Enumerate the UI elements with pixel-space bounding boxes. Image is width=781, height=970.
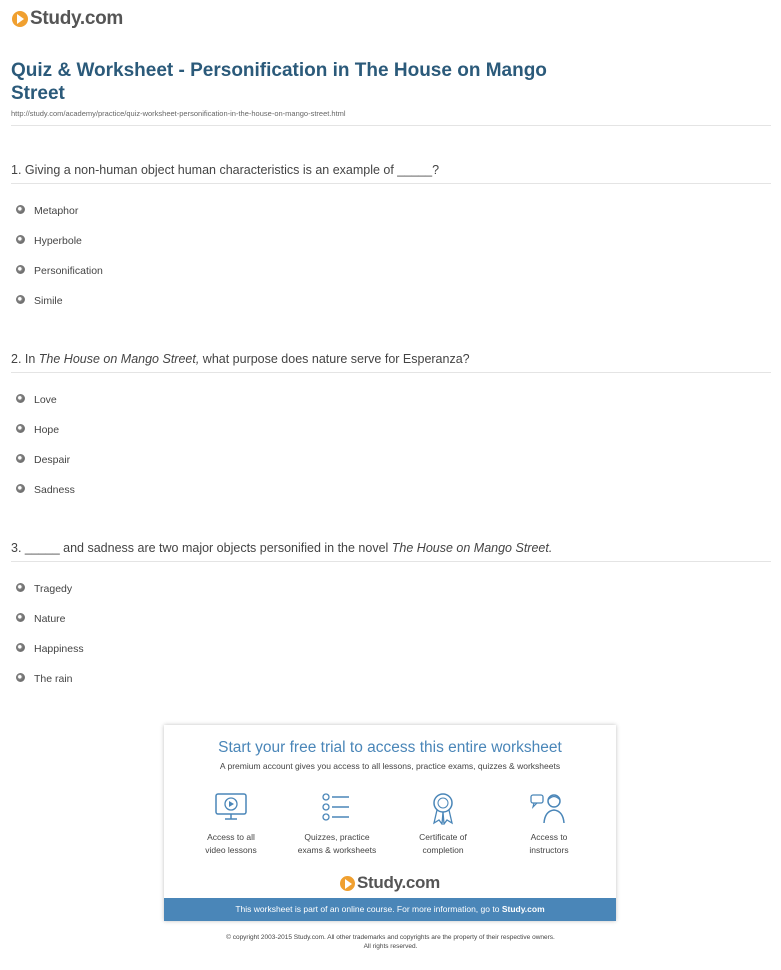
feature-certificate <box>388 791 498 857</box>
option-q2-c[interactable] <box>16 454 70 466</box>
option-q1-c[interactable] <box>16 265 103 277</box>
page-title: Quiz & Worksheet - Personification in The House on Mango Street <box>11 60 547 104</box>
radio-icon[interactable] <box>16 643 25 652</box>
option-label: Hope <box>34 424 60 436</box>
certificate-icon <box>425 791 461 825</box>
option-q2-a[interactable] <box>16 394 57 406</box>
option-label: Happiness <box>34 643 84 655</box>
play-logo-icon <box>12 11 28 27</box>
question-3 <box>11 541 552 555</box>
option-label: Sadness <box>34 484 75 496</box>
logo-text: Study.com <box>30 8 124 29</box>
option-q3-a[interactable] <box>16 583 72 595</box>
option-label: Despair <box>34 454 71 466</box>
radio-icon[interactable] <box>16 613 25 622</box>
copyright-line: All rights reserved. <box>363 943 418 950</box>
video-lesson-icon <box>213 791 249 825</box>
divider <box>11 183 771 184</box>
option-label: Metaphor <box>34 205 79 217</box>
promo-info-bar <box>164 898 616 921</box>
option-q3-d[interactable] <box>16 673 73 685</box>
promo-title[interactable]: Start your free trial to access this entire worksheet <box>218 739 562 756</box>
promo-subtitle: A premium account gives you access to all lessons, practice exams, quizzes & worksheets <box>219 761 561 771</box>
radio-icon[interactable] <box>16 484 25 493</box>
logo-text: Study.com <box>357 873 440 892</box>
study-logo[interactable] <box>12 8 123 30</box>
feature-label: Access to all video lessons <box>205 832 257 855</box>
book-title: The House on Mango Street, <box>38 352 200 366</box>
promo-study-logo[interactable] <box>164 873 616 893</box>
feature-instructors <box>494 791 604 857</box>
question-text: 2. In <box>11 352 39 366</box>
instructor-icon <box>529 791 569 825</box>
radio-icon[interactable] <box>16 235 25 244</box>
question-2 <box>11 352 470 366</box>
divider <box>11 561 771 562</box>
radio-icon[interactable] <box>16 205 25 214</box>
book-title: The House on Mango Street. <box>391 541 553 555</box>
question-1: 1. Giving a non-human object human characteristics is an example of _____? <box>11 163 440 177</box>
feature-video-lessons <box>176 791 286 857</box>
option-label: Personification <box>34 265 103 277</box>
option-label: Love <box>34 394 57 406</box>
promo-bar-text: This worksheet is part of an online course. For more information, go to <box>235 904 502 914</box>
feature-quizzes <box>282 791 392 857</box>
radio-icon[interactable] <box>16 394 25 403</box>
option-q2-b[interactable] <box>16 424 59 436</box>
page-url[interactable]: http://study.com/academy/practice/quiz-worksheet-personification-in-the-house-on-mango-street.html <box>11 109 346 118</box>
radio-icon[interactable] <box>16 454 25 463</box>
premium-promo <box>164 725 616 921</box>
option-q2-d[interactable] <box>16 484 75 496</box>
copyright <box>0 933 781 951</box>
option-q1-b[interactable] <box>16 235 82 247</box>
radio-icon[interactable] <box>16 583 25 592</box>
option-q1-a[interactable] <box>16 205 78 217</box>
divider <box>11 125 771 126</box>
quiz-list-icon <box>319 791 355 825</box>
radio-icon[interactable] <box>16 424 25 433</box>
option-label: Simile <box>34 295 63 307</box>
promo-bar-link[interactable]: Study.com <box>501 904 545 914</box>
option-label: Tragedy <box>34 583 73 595</box>
question-text: what purpose does nature serve for Esperanza? <box>199 352 470 366</box>
option-q3-c[interactable] <box>16 643 84 655</box>
option-label: The rain <box>34 673 73 685</box>
option-label: Nature <box>34 613 66 625</box>
play-logo-icon <box>340 876 355 891</box>
option-q1-d[interactable] <box>16 295 63 307</box>
copyright-line: © copyright 2003-2015 Study.com. All other trademarks and copyrights are the property of their respective owners. <box>226 934 555 941</box>
feature-label: Access to instructors <box>529 832 569 855</box>
radio-icon[interactable] <box>16 265 25 274</box>
feature-label: Certificate of completion <box>419 832 467 855</box>
question-text: 3. _____ and sadness are two major objects personified in the novel <box>11 541 392 555</box>
feature-label: Quizzes, practice exams & worksheets <box>297 832 377 855</box>
option-label: Hyperbole <box>34 235 82 247</box>
radio-icon[interactable] <box>16 295 25 304</box>
radio-icon[interactable] <box>16 673 25 682</box>
divider <box>11 372 771 373</box>
option-q3-b[interactable] <box>16 613 66 625</box>
